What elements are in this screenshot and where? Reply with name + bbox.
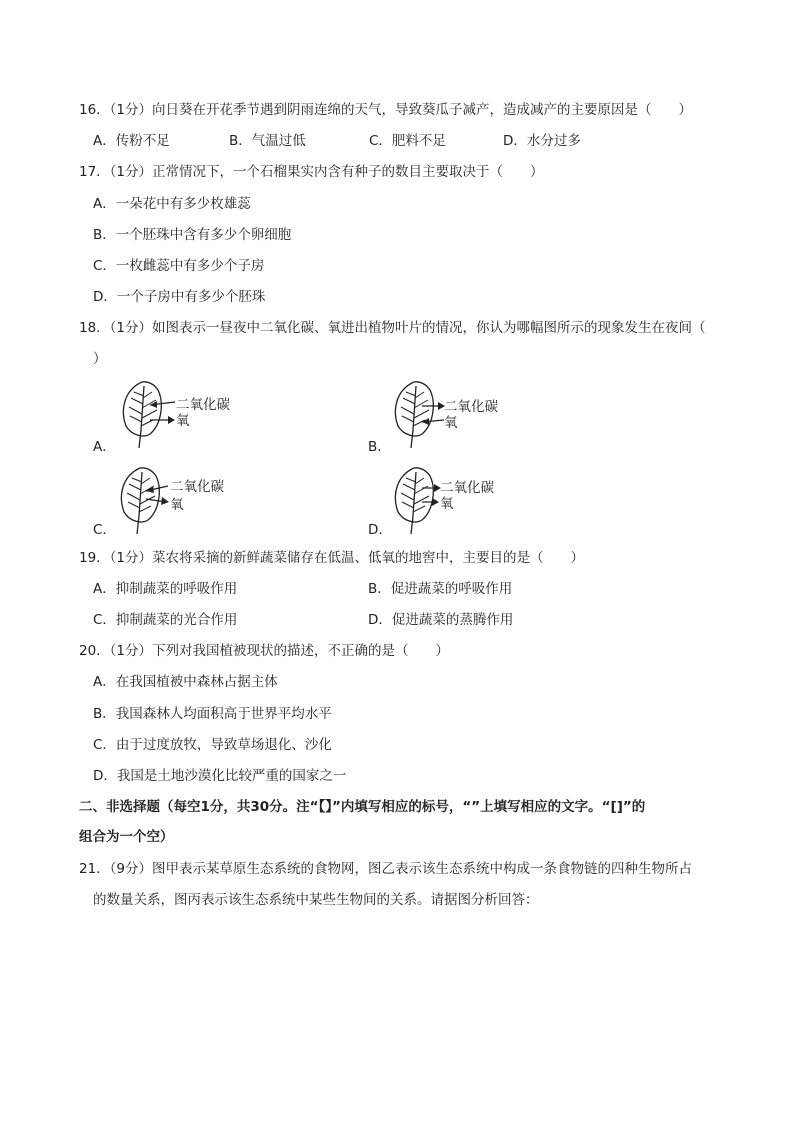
q19-option-d: D．促进蔬菜的蒸腾作用 <box>368 612 514 628</box>
leaf-d-o2-label: 氧 <box>440 496 454 512</box>
q17-stem: 17．（1分）正常情况下，一个石榴果实内含有种子的数目主要取决于（ ） <box>79 164 544 180</box>
leaf-figure-d <box>392 466 542 536</box>
q18-option-a: A． <box>93 439 116 455</box>
q18-option-b: B． <box>368 439 391 455</box>
q18-stem-line1: 18．（1分）如图表示一昼夜中二氧化碳、氧进出植物叶片的情况，你认为哪幅图所示的现象发生在夜间（ <box>79 320 706 336</box>
leaf-figure-c <box>118 466 268 536</box>
section2-heading-line2: 组合为一个空） <box>79 829 174 845</box>
leaf-a-o2-label: 氧 <box>176 413 190 429</box>
q17-option-b: B．一个胚珠中含有多少个卵细胞 <box>93 227 292 243</box>
q17-option-d: D．一个子房中有多少个胚珠 <box>93 289 266 305</box>
q19-stem: 19．（1分）菜农将采摘的新鲜蔬菜储存在低温、低氧的地窖中，主要目的是（ ） <box>79 550 585 566</box>
q18-option-d: D． <box>368 522 392 538</box>
q17-option-c: C．一枚雌蕊中有多少个子房 <box>93 258 265 274</box>
q20-stem: 20．（1分）下列对我国植被现状的描述，不正确的是（ ） <box>79 643 450 659</box>
q20-option-d: D．我国是土地沙漠化比较严重的国家之一 <box>93 768 347 784</box>
leaf-b-co2-label: 二氧化碳 <box>444 399 498 415</box>
q21-stem-line1: 21．（9分）图甲表示某草原生态系统的食物网，图乙表示该生态系统中构成一条食物链的四种生物所占 <box>79 861 693 877</box>
q16-option-a: A．传粉不足 <box>93 133 170 149</box>
q19-option-a: A．抑制蔬菜的呼吸作用 <box>93 581 238 597</box>
q19-option-c: C．抑制蔬菜的光合作用 <box>93 612 238 628</box>
leaf-a-co2-label: 二氧化碳 <box>176 397 230 413</box>
leaf-c-o2-label: 氧 <box>170 497 184 513</box>
q19-option-b: B．促进蔬菜的呼吸作用 <box>368 581 513 597</box>
q16-option-c: C．肥料不足 <box>369 133 446 149</box>
q20-option-c: C．由于过度放牧，导致草场退化、沙化 <box>93 737 332 753</box>
leaf-c-co2-label: 二氧化碳 <box>170 479 224 495</box>
leaf-d-co2-label: 二氧化碳 <box>440 480 494 496</box>
q21-stem-line2: 的数量关系，图丙表示该生态系统中某些生物间的关系。请据图分析回答： <box>93 892 539 908</box>
q17-option-a: A．一朵花中有多少枚雄蕊 <box>93 196 251 212</box>
leaf-figure-a <box>120 380 270 450</box>
q20-option-b: B．我国森林人均面积高于世界平均水平 <box>93 706 332 722</box>
q18-stem-line2: ） <box>93 351 107 367</box>
section2-heading-line1: 二、非选择题（每空1分，共30分。注“【】”内填写相应的标号，“”上填写相应的文字。“[]”的 <box>79 799 646 815</box>
leaf-figure-b <box>392 380 542 450</box>
q16-stem: 16．（1分）向日葵在开花季节遇到阴雨连绵的天气，导致葵瓜子减产，造成减产的主要原因是（ ） <box>79 102 693 118</box>
q20-option-a: A．在我国植被中森林占据主体 <box>93 674 278 690</box>
leaf-b-o2-label: 氧 <box>444 415 458 431</box>
q16-option-d: D．水分过多 <box>503 133 581 149</box>
q18-option-c: C． <box>93 522 116 538</box>
q16-option-b: B．气温过低 <box>229 133 306 149</box>
